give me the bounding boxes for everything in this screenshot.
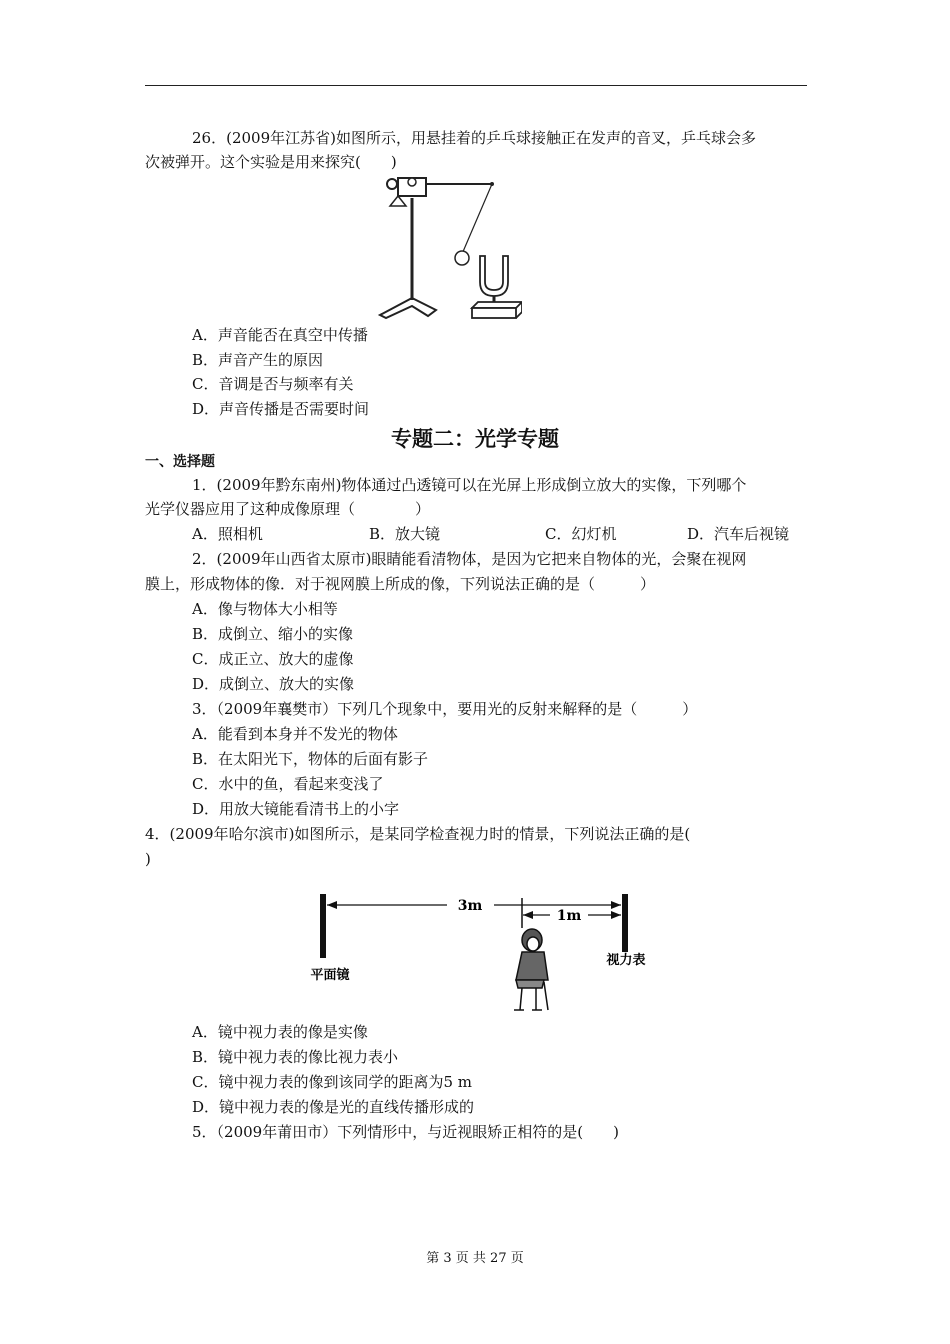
q1-line2: 光学仪器应用了这种成像原理（ ） xyxy=(145,500,431,518)
q4-line1: 4．(2009年哈尔滨市)如图所示，是某同学检查视力时的情景，下列说法正确的是( xyxy=(145,825,691,843)
q1-option-d: D．汽车后视镜 xyxy=(687,525,790,543)
q26-option-c: C．音调是否与频率有关 xyxy=(192,375,354,393)
section-heading: 一、选择题 xyxy=(145,454,215,470)
distance-1m-label: 1m xyxy=(556,908,582,924)
tuning-fork-figure xyxy=(376,170,522,322)
ping-pong-ball xyxy=(455,251,469,265)
vision-test-figure xyxy=(300,888,660,1016)
q26-option-d: D．声音传播是否需要时间 xyxy=(192,400,370,418)
q1-option-c: C．幻灯机 xyxy=(545,525,617,543)
string xyxy=(462,184,492,254)
page-title: 专题二：光学专题 xyxy=(391,427,559,451)
q26-option-b: B．声音产生的原因 xyxy=(192,351,324,369)
q2-option-a: A．像与物体大小相等 xyxy=(192,600,338,618)
q3-line1: 3．（2009年襄樊市）下列几个现象中，要用光的反射来解释的是（ ） xyxy=(192,700,698,718)
q2-line1: 2．(2009年山西省太原市)眼睛能看清物体，是因为它把来自物体的光，会聚在视网 xyxy=(192,550,747,568)
q2-option-d: D．成倒立、放大的实像 xyxy=(192,675,355,693)
q3-option-c: C．水中的鱼，看起来变浅了 xyxy=(192,775,384,793)
page-footer: 第 3 页 共 27 页 xyxy=(426,1251,524,1266)
q2-option-c: C．成正立、放大的虚像 xyxy=(192,650,354,668)
fork-base xyxy=(472,308,516,318)
q3-option-b: B．在太阳光下，物体的后面有影子 xyxy=(192,750,429,768)
tuning-fork xyxy=(480,256,508,296)
q4-option-c: C．镜中视力表的像到该同学的距离为5 m xyxy=(192,1073,473,1091)
q26-option-a: A．声音能否在真空中传播 xyxy=(192,326,368,344)
q3-option-d: D．用放大镜能看清书上的小字 xyxy=(192,800,400,818)
q4-option-b: B．镜中视力表的像比视力表小 xyxy=(192,1048,399,1066)
header-rule xyxy=(145,85,807,86)
distance-3m-label: 3m xyxy=(457,898,483,914)
mirror-label: 平面镜 xyxy=(310,968,350,983)
q1-line1: 1．(2009年黔东南州)物体通过凸透镜可以在光屏上形成倒立放大的实像，下列哪个 xyxy=(192,476,747,494)
q4-option-d: D．镜中视力表的像是光的直线传播形成的 xyxy=(192,1098,475,1116)
person-figure xyxy=(514,929,548,1010)
q1-option-b: B．放大镜 xyxy=(369,525,441,543)
q4-line2: ) xyxy=(145,850,151,868)
q5-line1: 5．（2009年莆田市）下列情形中，与近视眼矫正相符的是( ) xyxy=(192,1123,619,1141)
chart-bar xyxy=(622,894,628,952)
q1-option-a: A．照相机 xyxy=(192,525,263,543)
q3-option-a: A．能看到本身并不发光的物体 xyxy=(192,725,398,743)
q4-option-a: A．镜中视力表的像是实像 xyxy=(192,1023,368,1041)
q26-line1: 26．(2009年江苏省)如图所示，用悬挂着的乒乓球接触正在发声的音叉，乒乓球会多 xyxy=(192,129,756,147)
mirror-bar xyxy=(320,894,326,958)
stand-base xyxy=(380,298,436,318)
q2-line2: 膜上，形成物体的像．对于视网膜上所成的像，下列说法正确的是（ ） xyxy=(145,575,656,593)
chart-label: 视力表 xyxy=(606,953,646,968)
q2-option-b: B．成倒立、缩小的实像 xyxy=(192,625,354,643)
q26-line2: 次被弹开。这个实验是用来探究( ) xyxy=(145,153,397,171)
